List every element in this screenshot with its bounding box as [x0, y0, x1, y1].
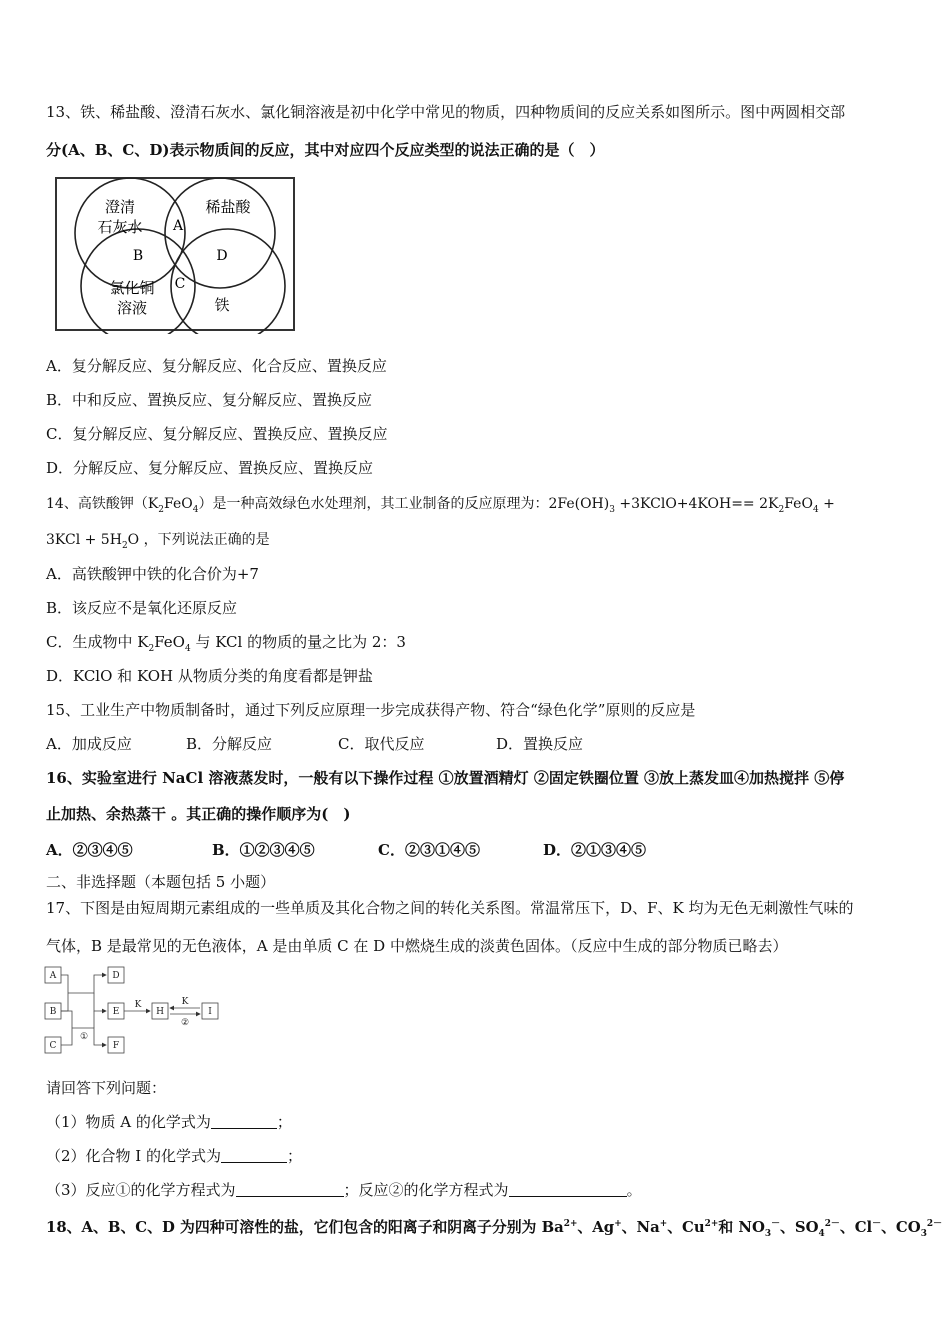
label-k1: K	[134, 1000, 142, 1010]
q13-option-c: C．复分解反应、复分解反应、置换反应、置换反应	[46, 425, 388, 443]
q17-stem-line2: 气体，B 是最常见的无色液体，A 是由单质 C 在 D 中燃烧生成的淡黄色固体。（反应中生成的部分物质已略去）	[46, 937, 788, 955]
answer-blank-4[interactable]	[509, 1182, 627, 1197]
q15-option-d: D．置换反应	[496, 735, 584, 753]
venn-region-b: B	[132, 248, 144, 264]
label-reaction-2: ②	[180, 1018, 190, 1028]
node-e: E	[112, 1007, 120, 1017]
q13-option-a: A．复分解反应、复分解反应、化合反应、置换反应	[46, 357, 387, 375]
node-f: F	[112, 1041, 120, 1051]
q17-prompt: 请回答下列问题：	[46, 1079, 167, 1097]
answer-blank-3[interactable]	[236, 1182, 344, 1197]
label-k2: K	[181, 997, 189, 1007]
node-d: D	[112, 971, 120, 981]
node-h: H	[156, 1007, 164, 1017]
q16-option-a: A．②③④⑤	[46, 841, 133, 859]
q13-stem-line2: 分(A、B、C、D)表示物质间的反应，其中对应四个反应类型的说法正确的是（ ）	[46, 141, 605, 159]
venn-region-c: C	[174, 276, 186, 292]
venn-label-iron: 铁	[214, 296, 230, 314]
venn-region-a: A	[172, 218, 184, 234]
venn-label-cucl2-2: 溶液	[116, 299, 148, 317]
section-heading: 二、非选择题（本题包括 5 小题）	[46, 873, 276, 891]
q14-stem-line1: 14、高铁酸钾$(K_2FeO_4)$是一种高效绿色水处理剂，其工业制备的反应原理为：$2Fe(OH)_3$ +3KClO+4KOH== $2K_2FeO_4$ +	[46, 496, 835, 515]
node-c: C	[49, 1041, 57, 1051]
venn-label-cucl2-1: 氯化铜	[109, 279, 155, 297]
q13-venn-diagram	[54, 176, 298, 334]
q18-stem: 18、A、B、C、D 为四种可溶性的盐，它们包含的阳离子和阴离子分别为 $Ba^{2+}$、Ag+、Na+、$Cu^{2+}$和 $NO_3^-$、$SO_4^{2-}$、Cl－、$CO_3^{2-}$	[46, 1218, 943, 1239]
q15-option-b: B．分解反应	[186, 735, 273, 753]
venn-region-d: D	[216, 248, 228, 264]
q13-option-b: B．中和反应、置换反应、复分解反应、置换反应	[46, 391, 373, 409]
q17-sub3: （3）反应①的化学方程式为 ；反应②的化学方程式为 。	[46, 1181, 642, 1199]
q16-option-b: B．①②③④⑤	[212, 841, 315, 859]
venn-label-limewater-2: 石灰水	[97, 218, 143, 236]
venn-label-limewater-1: 澄清	[104, 198, 136, 216]
answer-blank-1[interactable]	[211, 1114, 277, 1129]
answer-blank-2[interactable]	[221, 1148, 287, 1163]
node-b: B	[49, 1007, 57, 1017]
q14-option-c: C．生成物中 $K_2FeO_4$ 与 KCl 的物质的量之比为 2：3	[46, 633, 406, 654]
q16-stem-line2: 止加热、余热蒸干 。其正确的操作顺序为( )	[46, 805, 351, 823]
venn-label-hcl: 稀盐酸	[205, 198, 251, 216]
q17-sub2: （2）化合物 I 的化学式为 ；	[46, 1147, 303, 1165]
q13-option-d: D．分解反应、复分解反应、置换反应、置换反应	[46, 459, 374, 477]
q15-stem: 15、工业生产中物质制备时，通过下列反应原理一步完成获得产物、符合“绿色化学”原则的反应是	[46, 701, 696, 719]
q13-stem-line1: 13、铁、稀盐酸、澄清石灰水、氯化铜溶液是初中化学中常见的物质，四种物质间的反应关系如图所示。图中两圆相交部	[46, 103, 846, 121]
q14-option-a: A．高铁酸钾中铁的化合价为+7	[46, 565, 259, 583]
q16-option-d: D．②①③④⑤	[543, 841, 647, 859]
q14-option-b: B．该反应不是氧化还原反应	[46, 599, 238, 617]
q16-option-c: C．②③①④⑤	[378, 841, 480, 859]
q17-flow-diagram	[44, 966, 224, 1056]
q16-stem-line1: 16、实验室进行 NaCl 溶液蒸发时，一般有以下操作过程 ①放置酒精灯 ②固定铁圈位置 ③放上蒸发皿④加热搅拌 ⑤停	[46, 769, 845, 787]
q15-option-c: C．取代反应	[338, 735, 425, 753]
q17-sub1: （1）物质 A 的化学式为 ；	[46, 1113, 292, 1131]
q14-stem-line2: $3KCl + 5H_2O$ ，下列说法正确的是	[46, 532, 270, 551]
q14-option-d: D．KClO 和 KOH 从物质分类的角度看都是钾盐	[46, 667, 373, 685]
node-i: I	[208, 1007, 212, 1017]
q17-stem-line1: 17、下图是由短周期元素组成的一些单质及其化合物之间的转化关系图。常温常压下，D、F、K 均为无色无刺激性气味的	[46, 899, 854, 917]
label-reaction-1: ①	[79, 1032, 89, 1042]
node-a: A	[49, 971, 57, 981]
q15-option-a: A．加成反应	[46, 735, 132, 753]
